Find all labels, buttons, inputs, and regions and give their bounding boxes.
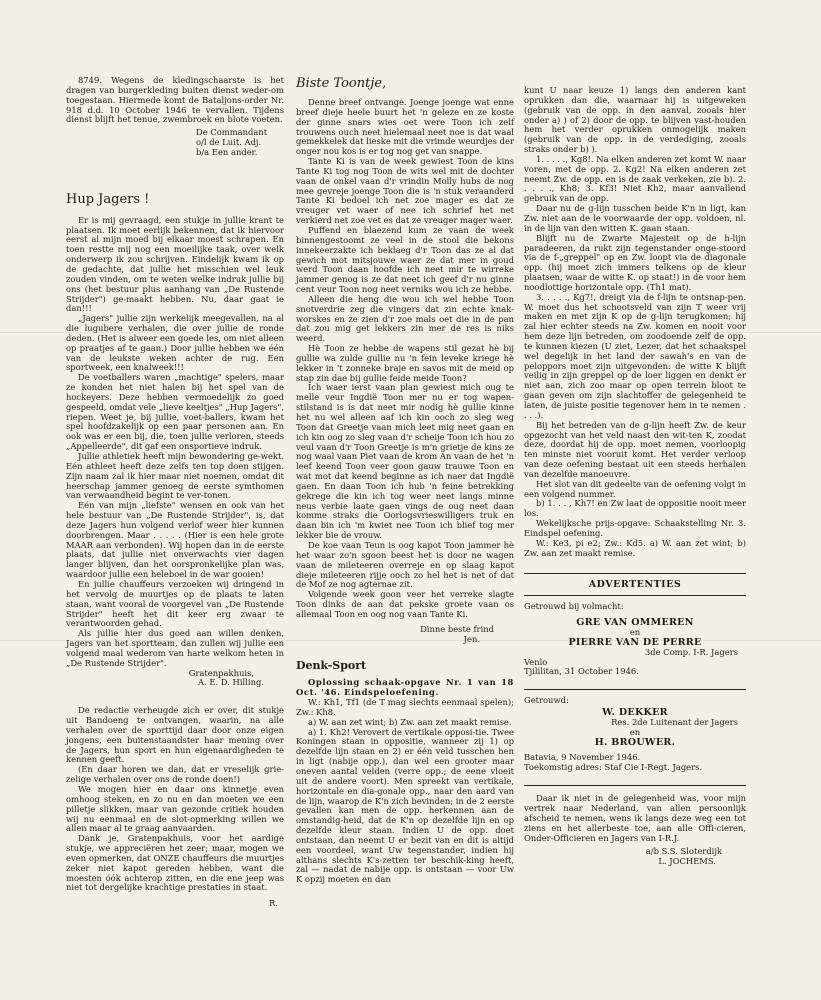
ad-place-date: Batavia, 9 November 1946. bbox=[524, 752, 641, 763]
paragraph: Bij het betreden van de g-lijn heeft Zw. de keur opgezocht van het veld naast den wit-ten K, zoodat deze, doordat hij de opp. moet nemen, voorloopig ten minste niet vooruit komt. Het verder verloop van deze oefening bestaat uit een steeds herhalen van dezelfde manoeuvre. bbox=[524, 419, 746, 479]
editor-signature: R. bbox=[269, 898, 278, 909]
paragraph: De voetballers waren „machtige" spelers, maar ze konden het niet halen bij het spel van de hockeyers. Deze hebben vermoedelijk zo goed gespeeld, omdat vele „lieve keeltjes" „Hup Jagers", riepen. Weet je, bij jullie, voet-ballers, kwam het spel hoofdzakelijk op een paar personen aan. En ook was er een bij, die, toen jullie verloren, steeds „Appelleerde", dit gaf een onsportieve indruk. bbox=[66, 372, 284, 452]
paragraph: a) W. aan zet wint; b) Zw. aan zet maakt remise. bbox=[308, 716, 512, 727]
ad-unit: 3de Comp. I-R. Jagers bbox=[644, 646, 738, 657]
ad-conjunction: en bbox=[629, 627, 641, 638]
advertisements-heading: ADVERTENTIES bbox=[588, 578, 682, 590]
article-title-biste-toontje: Biste Toontje, bbox=[296, 76, 387, 91]
paragraph: Eén van mijn „liefste" wensen en ook van het hele bestuur van „De Rustende Strijder", is, dat deze Jagers hun volgend verlof weer hier kunnen doorbrengen. Maar . . . . . (Hier is een hele grote MAAR aan verbonden). Wij hopen dan in de eerste plaats, dat jullie niet onverwachts vier dagen langer blijven, dan het oorspronkelijke plan was, waardoor jullie een heleboel in de war gooien! bbox=[66, 500, 284, 580]
author-name: A. E. D. Hilling. bbox=[198, 677, 264, 688]
paragraph: W.: Ke3, pi e2; Zw.: Kd5. a) W. aan zet wint; b) Zw. aan zet maakt remise. bbox=[524, 537, 746, 558]
farewell-ship: a/b S.S. Sloterdijk bbox=[645, 846, 722, 857]
paragraph: We mogen hier en daar ons kinnetje even omhoog steken, en zo nu en dan moeten we een pilletje slikken, maar van gezonde critiek houden wij nu eenmaal en de slot-opmerking willen we allen maar al te graag aanvaarden. bbox=[66, 784, 284, 834]
ad-name: H. BROUWER. bbox=[594, 736, 676, 748]
paragraph: Alleen die heng die wou ich wel hebbe Toon snotverdrie zeg die vingers dat zin echte knak-worskes en ze zien d'r zoe mals oet die in de pan dat zou mig get lekkers zin mer de res is niks weerd. bbox=[296, 293, 514, 344]
letter-signature: Jen. bbox=[463, 633, 480, 644]
paragraph: Daar nu de g-lijn tusschen beide K'n in ligt, kan Zw. niet aan de le voorwaarde der opp. voldoen, nl. in de lijn van den witten K. gaan staan. bbox=[524, 203, 746, 233]
ad-address: Toekomstig adres: Staf Cie I-Regt. Jagers. bbox=[524, 762, 703, 773]
divider bbox=[524, 573, 746, 574]
paragraph: Oplossing schaak-opgave Nr. 1 van 18 Oct. '46. Eindspeloefening. bbox=[296, 677, 514, 698]
paragraph: a) 1. Kh2! Verovert de vertikale opposi-tie. Twee Koningen staan in oppositie, wanneer zij 1) op dezelfde lijn staan en 2) er één veld tusschen hen in ligt (nabije opp.), dan wel een grooter maar oneven aantal velden (verre opp.; de eene vloeit uit de andere voort). Men spreekt van vertikale, horizontale en dia-gonale opp., naar den aard van de lijn, waarop de K'n zich bevinden; in de 2 eerste gevallen kan men de opp. herkennen aan de omstandig-heid, dat de K'n op dezelfde lijn en op dezelfde kleur staan. Indien U de opp. doet ontstaan, dan neemt U er bezit van en dit is altijd een voordeel, want Uw tegenstander, indien hij althans slechts K's-zetten ter beschik-king heeft, zal — nadat de nabije opp. is ontstaan — voor Uw K opzij moeten en dan bbox=[296, 726, 514, 885]
paragraph: 1. . . . ., Kg8!. Na elken anderen zet komt W. naar voren, met de opp. 2. Kg2! Na elken anderen zet neemt Zw. de opp. en is de zaak verkeken, zie b). 2. . . . ., Kh8; 3. Kf3! Niet Kh2, maar aanvallend gebruik van de opp. bbox=[524, 153, 747, 204]
ad-name: PIERRE VAN DE PERRE bbox=[568, 636, 702, 648]
paragraph: Jullie athletiek heeft mijn bewondering ge-wekt. Eén athleet heeft deze zelfs ten top doen stijgen. Zijn naam zal ik hier maar niet noemen, omdat dit heerschap jammer genoeg de eerste symthomen van verwaandheid begint te ver-tonen. bbox=[66, 451, 284, 501]
article-title-hup-jagers: Hup Jagers ! bbox=[66, 191, 150, 207]
paragraph: W.: Kh1, Tf1 (de T mag slechts eenmaal spelen); Zw.: Kh8. bbox=[296, 697, 514, 717]
ad-intro: Getrouwd: bbox=[524, 695, 569, 706]
column-right bbox=[524, 86, 746, 867]
divider bbox=[524, 595, 746, 596]
paragraph: Dank je, Gratenpakhuis, voor het aardige stukje, we appreciëren het zeer; maar, mogen we even opmerken, dat ONZE chauffeurs die muurtjes zeker niet kapot gereden hebben, want die moesten óók achterop zitten, en die ene jeep was niet tot dergelijke krachtige prestaties in staat. bbox=[66, 833, 284, 893]
column-left bbox=[66, 76, 284, 909]
paragraph: Hè Toon ze hebbe de wapens stil gezat hè bij gullie wa zulde gullie nu 'n fein leveke kriege hè lekker in 't zonneke braje en savos mit de meid op stap zin dae bij gullie feide meide Toon? bbox=[296, 343, 514, 383]
paragraph: Volgende week goon veer het verreke slagte Toon dinks de aan dat pekske groete vaan os allemaal Toon en oog nog vaan Tante Ki. bbox=[296, 589, 514, 619]
ad-place-date: Tjililitan, 31 October 1946. bbox=[524, 666, 639, 677]
signature-line: b/a Een ander. bbox=[196, 146, 258, 157]
divider bbox=[524, 785, 746, 786]
paragraph: b) 1. . . , Kh7! en Zw laat de oppositie nooit meer los. bbox=[524, 498, 746, 519]
letter-closing: Dinne beste frind bbox=[420, 623, 494, 634]
ad-name: W. DEKKER bbox=[602, 707, 668, 719]
paragraph: (En daar horen we dan, dat er vreselijk grie-zelige verhalen over ons de ronde doen!) bbox=[66, 764, 284, 785]
paragraph: Er is mij gevraagd, een stukje in jullie krant te plaatsen. Ik moet eerlijk bekennen, dat ik hiervoor eerst al mijn moed bij elkaar moest schrapen. En toen restte mij nog een moeilijke taak, over welk onderwerp ik zou schrijven. Eindelijk kwam ik op de gedachte, dat jullie het misschien wel leuk zouden vinden, om te weten welke indruk jullie bij ons (het bestuur plus aanhang van „De Rustende Strijder") ge-maakt hebben. Nu, daar gaat ie dan!!! bbox=[66, 214, 284, 314]
signature-line: o/l de Luit. Adj. bbox=[196, 137, 262, 148]
signature-line: De Commandant bbox=[196, 127, 268, 138]
paragraph: Denne breef ontvange. Joenge joenge wat enne breef dieje heele buurt het 'n geleze en ze koste der ginne snars wies oet were Toon ich zelf trouwens ouch neet hielemaal neet noe is dat waal gemekkelek dat lieske mit die vrimde weurdjes der onger nou kos is er tog nog get van snappe. bbox=[296, 97, 514, 157]
paragraph: kunt U naar keuze 1) langs den anderen kant oprukken dan die, waarnaar hij is uitgeweken (gebruik van de opp. in den aanval, zooals hier onder a) ) of 2) door de opp. te blijven vast-houden hem het verder oprukken onmogelijk maken (gebruik van de opp. in de verdediging, zooals straks onder b) ). bbox=[524, 85, 746, 155]
farewell-text: Daar ik niet in de gelegenheid was, voor mijn vertrek naar Nederland, van allen persoonlijk afscheid te nemen, wens ik langs deze weg een tot ziens en het allerbeste toe, aan alle Offi-cieren, Onder-Officieren en Jagers van I-R.J. bbox=[524, 793, 746, 843]
paragraph: Tante Ki is van de week gewiest Toon de kins Tante Ki tog nog Toon de wits wel mit de dochter vaan de onkel vaan d'r vrindin Molly hubs de nog mee gevreje joenge Toon die is 'n stuk veraanderd Tante Ki bedoel ich net zoe mager es dat ze vreuger vet waer of nee ich schrief het net verkierd net zoe vet es dat ze vreuger mager waer. bbox=[296, 156, 514, 226]
divider bbox=[524, 689, 746, 690]
ad-place: Venlo bbox=[524, 656, 548, 667]
paragraph: „Jagers" jullie zijn werkelijk meegevallen, na al die lugubere verhalen, die over jullie de ronde deden. (Het is alweer een goede les, om niet alleen op praatjes af te gaan.) Door jullie hebben we één van de leukste weken achter de rug. Een sportweek, een knalweek!!! bbox=[66, 313, 284, 373]
ad-conjunction: en bbox=[629, 726, 641, 737]
paragraph: Het slot van dit gedeelte van de oefening volgt in een volgend nummer. bbox=[524, 478, 746, 499]
paragraph: Als jullie hier dus goed aan willen denken, Jagers van het sportteam, dan zullen wij jullie een volgend maal wederom van harte welkom heten in „De Rustende Strijder". bbox=[66, 628, 284, 668]
notice-text: 8749. Wegens de kledingschaarste is het dragen van burgerkleding buiten dienst weder-om toegestaan. Hiermede komt de Bataljons-order Nr. 918 d.d. 10 October 1946 te vervallen. Tijdens dienst blijft het tenue, zwembroek en blote voeten. bbox=[66, 75, 284, 125]
paragraph: Puffend en blaezend kum ze vaan de week binnengestoomt ze veel in de stool die bekons innekeerzakte ich beklaeg d'r Toon das ze al dat gewich mot mitsjouwe waer ze dat mer in goud werd Toon daan hoofde ich neet mir te wirreke jammer genog is ze dat neet ich geef d'r nu ginne cent veur Toon nog neet verniks wou ich ze hebbe. bbox=[296, 224, 514, 295]
paragraph: Wekelijksche prijs-opgave: Schaakstelling Nr. 3. Eindspel oefening. bbox=[524, 518, 746, 538]
column-middle bbox=[296, 76, 514, 885]
farewell-signature: L. JOCHEMS. bbox=[658, 856, 716, 867]
paragraph: De koe vaan Teun is oog kapot Toon jammer hè het waar zo'n sgoon beest het is door ne wagen vaan de mileteeren overreje en op slaag kapot dieje mileteeren rijje ooch zo hel het is net of dat de Mof ze nog agternae zit. bbox=[296, 539, 514, 590]
paragraph: De redactie verheugde zich er over, dit stukje uit Bandoeng te ontvangen, waarin, na alle verhalen over de sporttijd daar door onze eigen jongens, een buitenstaandster haar mening over de Jagers, hun sport en hun eigenaardigheden te kennen geeft. bbox=[66, 705, 284, 765]
paragraph: Ich waer ierst vaan plan gewiest mich oug te melle veur Ingdië Toon mer nu er tog wapen-stilstand is is dat neet mir nodig hè gullie kinne het nu wel alleen aaf ich kin ooch zo sleg weg Toon dat Greetje vaan mich leet mig neet gaan en ich kin oog zo sleg vaan d'r scheije Toon ich hou zo veul vaan d'r Toon Greetje is m'n grietje de kins ze nog waal vaan Piet vaan de krom An vaan de het 'n leef keend Toon veer goon gauw trauwe Toon en wat mot dat keend beginne as ich naer dat Ingdië gaen. En daan Toon ich hub 'n feine betrekking gekrege die kin ich tog weer neet langs minne neus verbie laate gaen vings de oug neet daan komme straks die Oorlogsvrieswilligers truk en daan bin ich 'm kwiet nee Toon ich blief tog mer lekker bie de vrouw. bbox=[296, 382, 514, 541]
ad-intro: Getrouwd bij volmacht: bbox=[524, 601, 624, 612]
ad-rank: Res. 2de Luitenant der Jagers bbox=[611, 716, 738, 727]
article-title-denk-sport: Denk-Sport bbox=[296, 659, 367, 673]
author-line: Gratenpakhuis, bbox=[188, 667, 254, 678]
notice-signature bbox=[66, 128, 284, 158]
paragraph: Blijft nu de Zwarte Majesteit op de h-lijn paradeeren, da rukt zijn tegenstander onge-stoord via de f-„greppel" op en Zw. loopt via de diagonale opp. (hij moet zich immers telkens op de kleur plaatsen, waar de witte K. op staat!) in de voor hem noodlottige horizontale opp. (Th1 mat). bbox=[524, 232, 746, 292]
ad-name: GRE VAN OMMEREN bbox=[576, 617, 694, 629]
paragraph: 3. . . . ., Kg7!, dreigt via de f-lijn te ontsnap-pen. W. moet dus het schootsveld van zijn T weer vrij maken en met zijn K op de g-lijn terugkomen; hij zal hier echter steeds na Zw. komen en nooit voor hem deze lijn betreden, om zoodoende zelf de opp. te kunnen kiezen (U ziet, Lezer, dat het schaakspel wel degelijk in het land der sawah's en van de peloppors moet zijn uitgevonden: de witte K blijft veilig in zijn greppel op de loer liggen en denkt er niet aan, zich zoo maar op open terrein bloot te gaan geven om zijn slachtoffer de gelegenheid te laten, de juiste positie tegenover hem in te nemen . . . .). bbox=[524, 291, 746, 420]
paragraph: En jullie chauffeurs verzoeken wij dringend in het vervolg de muurtjes op de plaats te laten staan, want vooral de voorgevel van „De Rustende Strijder" heeft het dit keer erg zwaar te verantwoorden gehad. bbox=[66, 578, 284, 629]
